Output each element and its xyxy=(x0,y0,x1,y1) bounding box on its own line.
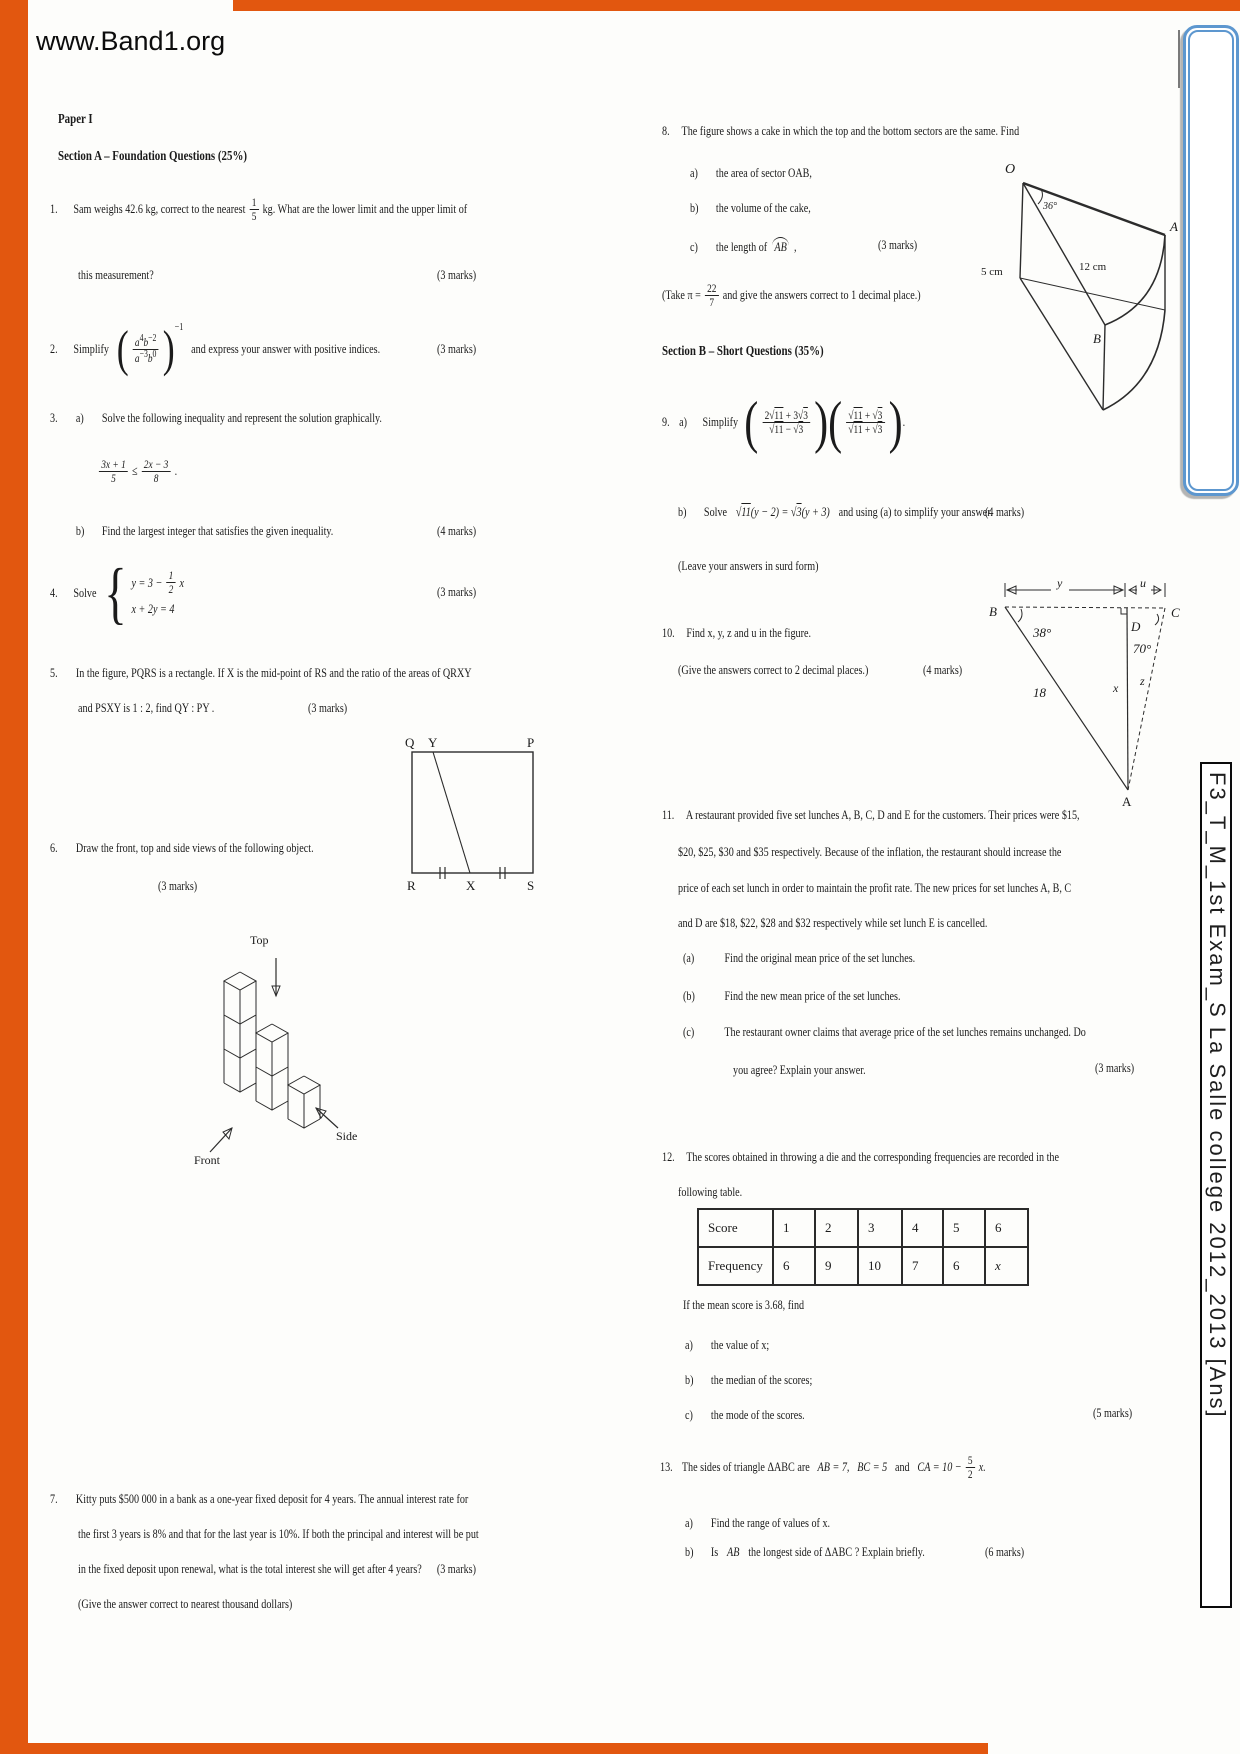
question-text: kg. What are the lower limit and the upper limit of xyxy=(262,201,468,217)
question-9-note: (Leave your answers in surd form) xyxy=(678,558,819,573)
blue-scroll-ornament xyxy=(1183,25,1239,496)
table-cell: 6 xyxy=(985,1209,1028,1247)
label-70-degrees: 70° xyxy=(1133,641,1152,656)
question-11-line-1: 11. A restaurant provided five set lunches A, B, C, D and E for the customers. Their prices were $15, xyxy=(662,807,1080,822)
triangle-figure xyxy=(985,575,1185,820)
outer-exponent: −1 xyxy=(174,322,184,333)
label-S: S xyxy=(527,878,535,893)
question-11-line-3: price of each set lunch in order to maintain the profit rate. The new prices for set lunches A, B, C xyxy=(678,880,1072,895)
question-9-a: 9. a) Simplify ( $\frac{2√11 + 3√3}{√11 - √3}$ ) ( $\frac{√11 + √3}{√11 + √3}$ ) . xyxy=(662,389,906,455)
isometric-cubes-figure xyxy=(190,930,365,1185)
question-3-line-b xyxy=(50,523,333,539)
label-side-view: Side xyxy=(336,1129,358,1143)
marks-label: (5 marks) xyxy=(1093,1405,1133,1420)
right-paren: ) xyxy=(162,320,175,377)
question-12-item-a: a) the value of x; xyxy=(685,1337,770,1352)
question-8-line-1 xyxy=(662,123,1019,139)
question-text: In the figure, PQRS is a rectangle. If X is the mid-point of RS and the ratio of the areas of QRXY xyxy=(75,665,472,680)
table-cell: 10 xyxy=(858,1247,902,1285)
left-paren: ( xyxy=(744,389,759,455)
question-text: Find the largest integer that satisfies the given inequality. xyxy=(101,523,334,538)
question-7-line-3: in the fixed deposit upon renewal, what is the total interest she will get after 4 years? (3 marks) xyxy=(78,1561,476,1576)
left-accent-bar xyxy=(0,0,28,1754)
equation-system: y = 3 − $\frac{1}{2}$ x x + 2y = 4 xyxy=(131,568,185,616)
fraction-right: $\frac{2x - 3}{8}$ xyxy=(141,458,170,484)
cake-sector-figure xyxy=(955,155,1185,425)
inequality-sign: ≤ xyxy=(132,463,138,478)
question-11-line-4: and D are $18, $22, $28 and $32 respectively while set lunch E is cancelled. xyxy=(678,915,988,930)
question-7-line-1 xyxy=(50,1491,468,1507)
bottom-accent-bar xyxy=(0,1743,988,1754)
question-text: The figure shows a cake in which the top and the bottom sectors are the same. Find xyxy=(681,123,1020,138)
marks-label: (4 marks) xyxy=(923,662,963,677)
question-7-line-4: (Give the answer correct to nearest thousand dollars) xyxy=(78,1596,293,1611)
question-8-item-a: a) the area of sector OAB, xyxy=(690,165,812,180)
surd-fraction-2: $\frac{√11 + √3}{√11 + √3}$ xyxy=(846,409,885,435)
question-text: Solve the following inequality and represent the solution graphically. xyxy=(101,410,382,425)
paper-title: Paper I xyxy=(58,112,93,127)
fraction-one-fifth: $\frac{1}{5}$ xyxy=(249,196,258,222)
question-text: Sam weighs 42.6 kg, correct to the nearest xyxy=(73,201,246,217)
question-5-line-2: and PSXY is 1 : 2, find QY : PY . xyxy=(78,700,215,715)
question-number: 7. xyxy=(50,1491,58,1506)
label-Q: Q xyxy=(405,736,415,750)
fraction-left: $\frac{3x + 1}{5}$ xyxy=(99,458,128,484)
part-a-tag: a) xyxy=(75,410,84,425)
marks-label: (3 marks) xyxy=(437,267,477,282)
fraction-one-half: $\frac{1}{2}$ xyxy=(166,569,175,595)
marks-label: (3 marks) xyxy=(436,1561,476,1576)
marks-label: (6 marks) xyxy=(985,1544,1025,1559)
question-text: Solve xyxy=(73,585,97,600)
indices-fraction: $\frac{a^4b^{-2}}{a^{-3}b^0}$ xyxy=(133,334,159,364)
table-cell: Frequency xyxy=(698,1247,773,1285)
table-cell: 9 xyxy=(815,1247,858,1285)
system-brace: { xyxy=(104,554,127,631)
question-11-item-c: (c) The restaurant owner claims that average price of the set lunches remains unchanged. Do xyxy=(683,1024,1086,1039)
marks-label: (3 marks) xyxy=(1095,1060,1135,1075)
question-11-line-2: $20, $25, $30 and $35 respectively. Because of the inflation, the restaurant should increase the xyxy=(678,844,1062,859)
question-number: 11. xyxy=(662,807,675,822)
question-3-inequality xyxy=(95,449,177,493)
question-12-item-b: b) the median of the scores; xyxy=(685,1372,813,1387)
label-B: B xyxy=(1093,331,1101,346)
question-number: 4. xyxy=(50,585,58,600)
question-12-line-2: following table. xyxy=(678,1184,743,1199)
label-12cm: 12 cm xyxy=(1079,261,1107,273)
table-cell: 3 xyxy=(858,1209,902,1247)
table-row xyxy=(698,1209,1028,1247)
marks-label: (4 marks) xyxy=(437,523,477,538)
table-cell: 6 xyxy=(773,1247,815,1285)
label-top-view: Top xyxy=(250,933,269,947)
question-2 xyxy=(50,318,380,380)
question-number: 10. xyxy=(662,625,675,640)
period: . xyxy=(174,463,178,478)
table-cell: Score xyxy=(698,1209,773,1247)
table-cell: x xyxy=(985,1247,1028,1285)
label-y: y xyxy=(1057,576,1063,590)
table-row xyxy=(698,1247,1028,1285)
question-number: 2. xyxy=(50,341,58,356)
question-3-line-1 xyxy=(50,410,382,426)
label-36-degrees: 36° xyxy=(1043,201,1057,212)
question-7-line-2: the first 3 years is 8% and that for the last year is 10%. If both the principal and interest will be put xyxy=(78,1526,479,1541)
label-38-degrees: 38° xyxy=(1033,625,1052,640)
label-z: z xyxy=(1140,674,1145,688)
side-label-box xyxy=(1200,762,1232,1608)
question-1-line-1 xyxy=(50,196,467,222)
question-4 xyxy=(50,556,184,630)
question-11-item-b: (b) Find the new mean price of the set lunches. xyxy=(683,988,901,1003)
question-8-item-c: c) the length of AB , xyxy=(690,239,797,254)
label-A: A xyxy=(1170,219,1178,234)
table-cell: 1 xyxy=(773,1209,815,1247)
question-13-item-b: b) Is AB the longest side of ΔABC ? Explain briefly. xyxy=(685,1544,925,1559)
right-paren: ) xyxy=(888,389,903,455)
label-Y: Y xyxy=(428,736,438,750)
label-front-view: Front xyxy=(194,1153,221,1167)
left-paren: ( xyxy=(116,320,129,377)
question-13: 13. The sides of triangle ΔABC are AB = 7, BC = 5 and CA = 10 − $\frac{5}{2}$ x. xyxy=(660,1452,986,1481)
table-cell: 4 xyxy=(902,1209,943,1247)
section-b-title: Section B – Short Questions (35%) xyxy=(662,344,824,359)
marks-label: (3 marks) xyxy=(437,584,477,599)
question-number: 8. xyxy=(662,123,670,138)
table-cell: 7 xyxy=(902,1247,943,1285)
marks-label: (4 marks) xyxy=(985,504,1025,519)
scan-shadow-line xyxy=(1178,30,1180,88)
label-D: D xyxy=(1131,619,1141,634)
surd-fraction-1: $\frac{2√11 + 3√3}{√11 - √3}$ xyxy=(762,409,810,435)
part-b-tag: b) xyxy=(75,523,85,538)
arc-AB: AB xyxy=(772,237,789,255)
label-O: O xyxy=(1005,162,1016,177)
question-11-item-a: (a) Find the original mean price of the set lunches. xyxy=(683,950,916,965)
question-number: 6. xyxy=(50,840,58,855)
question-13-item-a: a) Find the range of values of x. xyxy=(685,1515,831,1530)
question-text: Kitty puts $500 000 in a bank as a one-year fixed deposit for 4 years. The annual interest rate for xyxy=(75,1491,469,1506)
question-1-line-2: this measurement? xyxy=(78,267,154,282)
marks-label: (3 marks) xyxy=(878,237,918,252)
question-number: 1. xyxy=(50,201,58,217)
question-text: and express your answer with positive indices. xyxy=(191,341,381,356)
top-accent-bar xyxy=(233,0,1240,11)
question-number: 9. xyxy=(662,414,670,429)
label-X: X xyxy=(466,878,476,893)
marks-label: (3 marks) xyxy=(437,341,477,356)
question-11-item-c2: you agree? Explain your answer. xyxy=(733,1062,866,1077)
question-8-take-pi: (Take π = $\frac{22}{7}$ and give the answers correct to 1 decimal place.) xyxy=(662,280,921,309)
question-8-item-b: b) the volume of the cake, xyxy=(690,200,811,215)
table-cell: 2 xyxy=(815,1209,858,1247)
table-cell: 5 xyxy=(943,1209,985,1247)
right-paren: ) xyxy=(814,389,829,455)
side-label-text: F3_T_M_1st Exam_S La Salle college 2012_2013 [Ans] xyxy=(1205,772,1230,1419)
marks-label: (3 marks) xyxy=(308,700,348,715)
rectangle-pqrs-figure xyxy=(400,736,540,896)
question-12-item-c: c) the mode of the scores. xyxy=(685,1407,805,1422)
question-12-line-1: 12. The scores obtained in throwing a die and the corresponding frequencies are recorded in the xyxy=(662,1149,1059,1164)
label-R: R xyxy=(407,878,416,893)
label-18: 18 xyxy=(1033,685,1046,700)
label-C: C xyxy=(1171,605,1180,620)
score-frequency-table xyxy=(697,1208,1029,1286)
question-6 xyxy=(50,840,314,856)
left-paren: ( xyxy=(828,389,843,455)
label-B: B xyxy=(989,604,997,619)
question-12-line-3: If the mean score is 3.68, find xyxy=(683,1297,805,1312)
table-cell: 6 xyxy=(943,1247,985,1285)
label-u: u xyxy=(1140,576,1146,590)
question-5-line-1 xyxy=(50,665,472,681)
label-P: P xyxy=(527,736,535,750)
fraction-22-7: $\frac{22}{7}$ xyxy=(705,282,719,308)
watermark-text: www.Band1.org xyxy=(36,26,226,56)
label-x: x xyxy=(1113,681,1119,695)
question-10-line-1: 10. Find x, y, z and u in the figure. xyxy=(662,625,812,640)
question-number: 12. xyxy=(662,1149,675,1164)
question-text: Simplify xyxy=(73,341,109,356)
question-10-line-2: (Give the answers correct to 2 decimal places.) xyxy=(678,662,869,677)
label-5cm: 5 cm xyxy=(981,266,1003,278)
marks-label: (3 marks) xyxy=(158,878,198,893)
label-A: A xyxy=(1122,794,1132,809)
section-a-title: Section A – Foundation Questions (25%) xyxy=(58,149,248,164)
question-number: 5. xyxy=(50,665,58,680)
fraction-5-2: $\frac{5}{2}$ xyxy=(966,1454,975,1480)
question-text: Draw the front, top and side views of the following object. xyxy=(75,840,314,855)
question-9-b: b) Solve √11(y − 2) = √3(y + 3) and using (a) to simplify your answer. xyxy=(678,504,993,519)
question-number: 3. xyxy=(50,410,58,425)
question-number: 13. xyxy=(660,1459,673,1474)
